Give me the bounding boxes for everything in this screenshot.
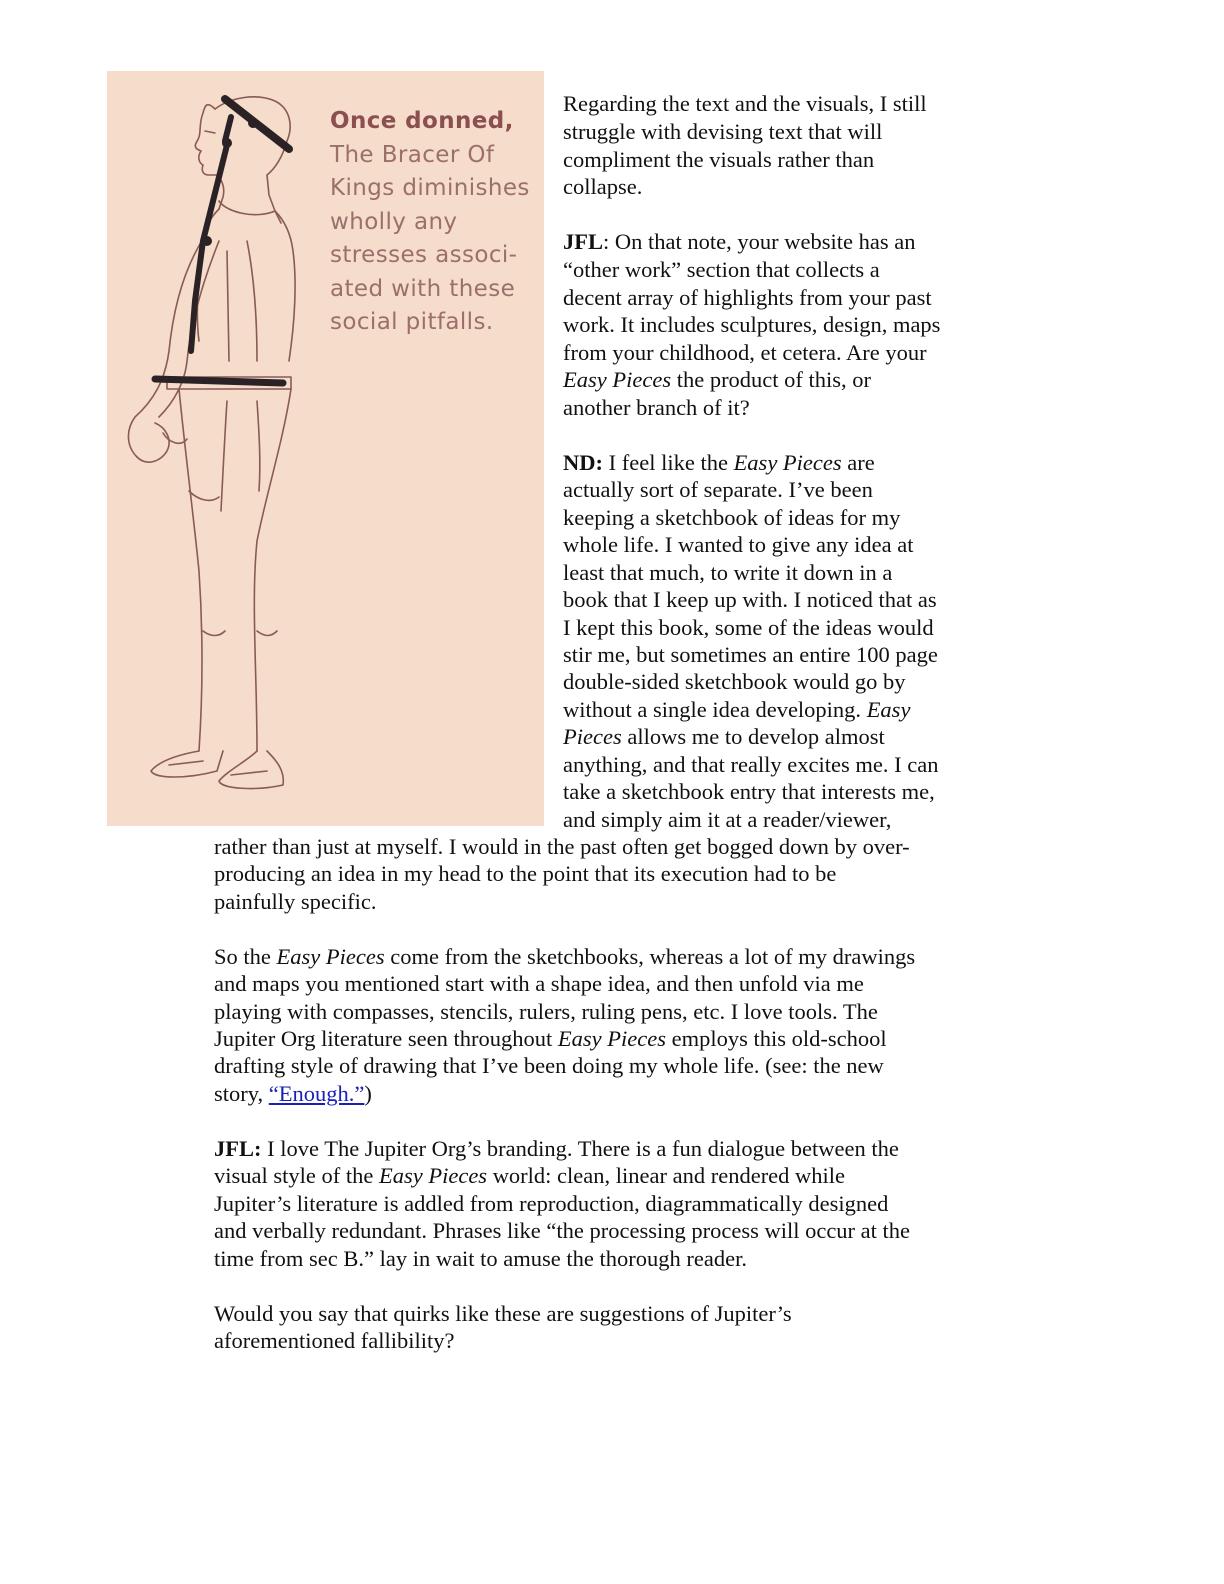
text-line bbox=[563, 449, 875, 477]
text-line bbox=[214, 1300, 792, 1328]
text-line bbox=[563, 311, 940, 339]
text-run: story, bbox=[214, 1081, 269, 1106]
text-line bbox=[214, 1080, 372, 1108]
title-emphasis: Easy Pieces bbox=[557, 1026, 666, 1051]
text-run: ) bbox=[364, 1081, 372, 1106]
text-run: another branch of it? bbox=[563, 395, 750, 420]
text-run: Would you say that quirks like these are suggestions of Jupiter’s bbox=[214, 1301, 792, 1326]
title-emphasis: Easy bbox=[866, 697, 911, 722]
caption-text: The Bracer Of Kings diminishes wholly any stresses associ-ated with these social pitfalls. bbox=[330, 141, 530, 335]
text-line bbox=[563, 586, 937, 614]
text-run: I feel like the bbox=[603, 450, 734, 475]
text-run: “other work” section that collects a bbox=[563, 257, 880, 282]
title-emphasis: Easy Pieces bbox=[276, 944, 385, 969]
caption-lead: Once donned, bbox=[330, 108, 514, 134]
text-line bbox=[563, 531, 914, 559]
text-line bbox=[563, 146, 874, 174]
speaker-label: ND: bbox=[563, 450, 603, 475]
text-run: I kept this book, some of the ideas would bbox=[563, 615, 934, 640]
text-line bbox=[563, 778, 935, 806]
text-run: book that I keep up with. I noticed that as bbox=[563, 587, 937, 612]
speaker-label: JFL: bbox=[214, 1136, 262, 1161]
text-line bbox=[563, 696, 910, 724]
title-emphasis: Easy Pieces bbox=[563, 367, 672, 392]
text-run: take a sketchbook entry that interests me, bbox=[563, 779, 935, 804]
text-line bbox=[214, 888, 376, 916]
text-line bbox=[563, 614, 934, 642]
text-line bbox=[563, 90, 927, 118]
text-line bbox=[214, 1190, 888, 1218]
title-emphasis: Pieces bbox=[563, 724, 622, 749]
title-emphasis: Easy Pieces bbox=[378, 1163, 488, 1188]
text-line bbox=[214, 970, 864, 998]
text-run: I love The Jupiter Org’s branding. There is a fun dialogue between the bbox=[261, 1136, 899, 1161]
text-run: painfully specific. bbox=[214, 889, 377, 914]
text-line bbox=[563, 256, 880, 284]
text-line bbox=[563, 173, 642, 201]
text-run: time from sec B.” lay in wait to amuse the thorough reader. bbox=[214, 1246, 747, 1271]
text-run: collapse. bbox=[563, 174, 643, 199]
text-line bbox=[214, 1217, 910, 1245]
text-run: struggle with devising text that will bbox=[563, 119, 883, 144]
text-line bbox=[563, 118, 882, 146]
text-run: stir me, but sometimes an entire 100 page bbox=[563, 642, 938, 667]
text-run: anything, and that really excites me. I can bbox=[563, 752, 939, 777]
text-run: keeping a sketchbook of ideas for my bbox=[563, 505, 901, 530]
text-line bbox=[214, 833, 910, 861]
figure-caption bbox=[330, 105, 535, 340]
text-run: Jupiter’s literature is addled from reproduction, diagrammatically designed bbox=[214, 1191, 889, 1216]
text-run: are bbox=[841, 450, 875, 475]
text-line bbox=[214, 998, 878, 1026]
text-run: visual style of the bbox=[214, 1163, 379, 1188]
text-line bbox=[214, 1327, 455, 1355]
text-line bbox=[214, 943, 915, 971]
text-run: without a single idea developing. bbox=[563, 697, 867, 722]
text-line bbox=[563, 366, 871, 394]
text-line bbox=[563, 641, 938, 669]
text-run: producing an idea in my head to the point that its execution had to be bbox=[214, 861, 837, 886]
text-run: least that much, to write it down in a bbox=[563, 560, 893, 585]
text-line bbox=[563, 723, 885, 751]
text-run: playing with compasses, stencils, rulers, ruling pens, etc. I love tools. The bbox=[214, 999, 878, 1024]
text-line bbox=[563, 806, 891, 834]
text-run: So the bbox=[214, 944, 277, 969]
text-line bbox=[563, 668, 905, 696]
text-run: the product of this, or bbox=[671, 367, 872, 392]
text-run: Regarding the text and the visuals, I still bbox=[563, 91, 927, 116]
text-run: : On that note, your website has an bbox=[603, 229, 916, 254]
text-run: Jupiter Org literature seen throughout bbox=[214, 1026, 558, 1051]
text-run: from your childhood, et cetera. Are your bbox=[563, 340, 927, 365]
text-run: actually sort of separate. I’ve been bbox=[563, 477, 873, 502]
text-run: double-sided sketchbook would go by bbox=[563, 669, 906, 694]
text-line bbox=[214, 1135, 899, 1163]
text-line bbox=[563, 394, 750, 422]
text-line bbox=[214, 1052, 884, 1080]
text-line bbox=[563, 339, 927, 367]
text-run: drafting style of drawing that I’ve been doing my whole life. (see: the new bbox=[214, 1053, 884, 1078]
text-run: and maps you mentioned start with a shape idea, and then unfold via me bbox=[214, 971, 864, 996]
story-link[interactable]: “Enough.” bbox=[268, 1081, 365, 1106]
text-run: allows me to develop almost bbox=[621, 724, 885, 749]
text-run: and simply aim it at a reader/viewer, bbox=[563, 807, 892, 832]
text-run: decent array of highlights from your past bbox=[563, 285, 932, 310]
text-line bbox=[214, 1245, 747, 1273]
text-run: whole life. I wanted to give any idea at bbox=[563, 532, 914, 557]
text-line bbox=[214, 860, 836, 888]
text-line bbox=[563, 284, 932, 312]
text-line bbox=[563, 504, 900, 532]
text-line bbox=[214, 1025, 887, 1053]
text-line bbox=[563, 228, 915, 256]
text-run: aforementioned fallibility? bbox=[214, 1328, 455, 1353]
text-run: work. It includes sculptures, design, maps bbox=[563, 312, 941, 337]
speaker-label: JFL bbox=[563, 229, 604, 254]
text-run: and verbally redundant. Phrases like “the processing process will occur at the bbox=[214, 1218, 911, 1243]
text-line bbox=[563, 559, 892, 587]
text-run: come from the sketchbooks, whereas a lot of my drawings bbox=[384, 944, 916, 969]
text-run: rather than just at myself. I would in the past often get bogged down by over- bbox=[214, 834, 910, 859]
illustration-figure bbox=[107, 71, 544, 826]
title-emphasis: Easy Pieces bbox=[733, 450, 842, 475]
text-line bbox=[563, 751, 938, 779]
text-run: compliment the visuals rather than bbox=[563, 147, 875, 172]
text-run: employs this old-school bbox=[665, 1026, 887, 1051]
text-line bbox=[563, 476, 873, 504]
text-run: world: clean, linear and rendered while bbox=[487, 1163, 846, 1188]
text-line bbox=[214, 1162, 845, 1190]
